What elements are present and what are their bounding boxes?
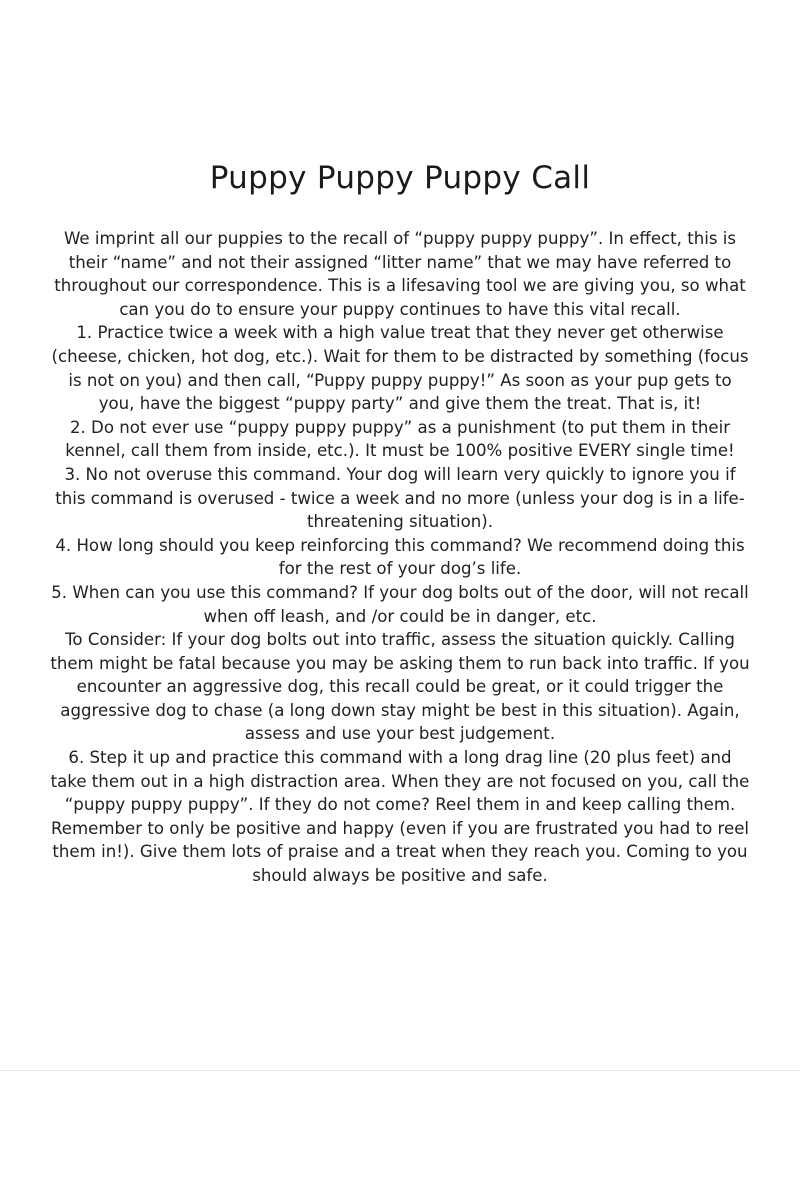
consider-paragraph: To Consider: If your dog bolts out into traffic, assess the situation quickly. Calling them might be fatal because you may be asking them to run back into traffic. If you encounter an aggressive dog, this recall could be great, or it could trigger the aggressive dog to chase (a long down stay might be best in this situation). Again, assess and use your best judgement. [50, 630, 750, 744]
step-5-paragraph: 5. When can you use this command? If your dog bolts out of the door, will not recall when off leash, and /or could be in danger, etc. [51, 582, 749, 626]
step-2-paragraph: 2. Do not ever use “puppy puppy puppy” as a punishment (to put them in their kennel, call them from inside, etc.). It must be 100% positive EVERY single time! [65, 417, 735, 461]
step-4-paragraph: 4. How long should you keep reinforcing this command? We recommend doing this for the rest of your dog’s life. [55, 535, 745, 579]
step-1-paragraph: 1. Practice twice a week with a high value treat that they never get otherwise (cheese, chicken, hot dog, etc.). Wait for them to be distracted by something (focus is not on you) and then call, “Puppy puppy puppy!” As soon as your pup gets to you, have the biggest “puppy party” and give them the treat. That is, it! [51, 323, 749, 414]
step-3-paragraph: 3. No not overuse this command. Your dog will learn very quickly to ignore you if this command is overused - twice a week and no more (unless your dog is in a life-threatening situation). [55, 464, 745, 532]
blank-margin [0, 1071, 800, 1199]
page-title: Puppy Puppy Puppy Call [209, 160, 591, 196]
document-body [50, 227, 750, 888]
step-6-paragraph: 6. Step it up and practice this command with a long drag line (20 plus feet) and take them out in a high distraction area. When they are not focused on you, call the “puppy puppy puppy”. If they do not come? Reel them in and keep calling them. Remember to only be positive and happy (even if you are frustrated you had to reel them in!). Give them lots of praise and a treat when they reach you. Coming to you should always be positive and safe. [50, 748, 750, 886]
intro-paragraph: We imprint all our puppies to the recall of “puppy puppy puppy”. In effect, this is their “name” and not their assigned “litter name” that we may have referred to throughout our correspondence. This is a lifesaving tool we are giving you, so what can you do to ensure your puppy continues to have this vital recall. [54, 229, 746, 319]
